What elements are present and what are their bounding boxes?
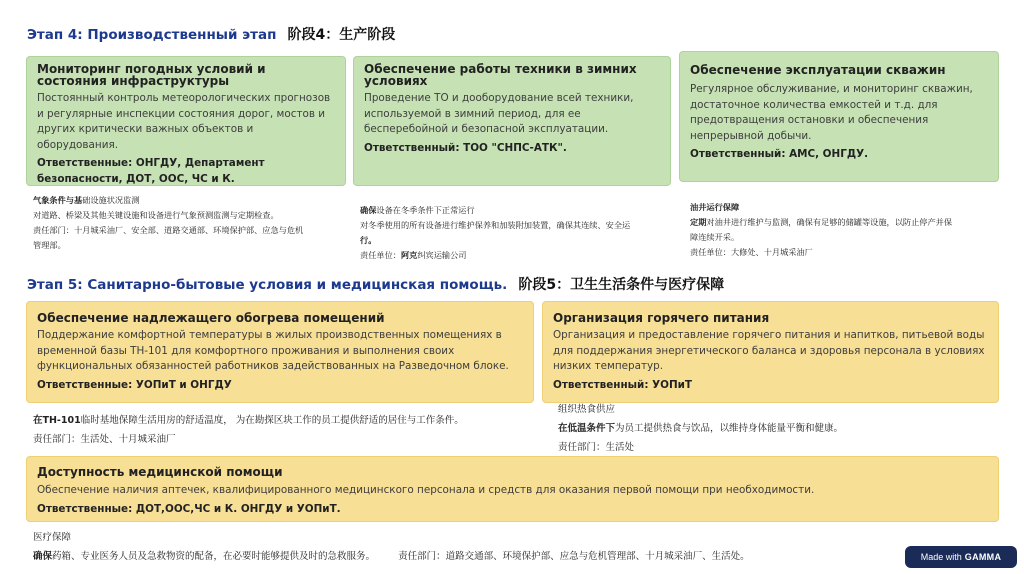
stage4-note-weather	[33, 193, 303, 253]
badge-prefix: Made with	[920, 552, 962, 562]
note-lead: 气象条件与基	[33, 195, 83, 205]
card-responsible: Ответственные: ОНГДУ, Департамент безопасности, ДОТ, ООС, ЧС и К.	[37, 157, 265, 185]
stage4-title-cn: 阶段4：生产阶段	[287, 27, 396, 43]
note-responsible-label: 责任单位：	[360, 250, 401, 260]
note-title: 础设施状况监测	[82, 195, 140, 205]
note-text: 临时基地保障生活用房的舒适温度， 为在勘探区块工作的员工提供舒适的居住与工作条件。	[80, 415, 464, 426]
card-body: Проведение ТО и дооборудование всей техники, используемой в зимний период, для ее бесперебойной и безопасной эксплуатации.	[364, 92, 634, 135]
stage5-title: Этап 5: Санитарно-бытовые условия и медицинская помощь.	[27, 277, 508, 293]
note-responsible-bold: 阿克	[400, 250, 418, 260]
card-heading: Доступность медицинской помощи	[37, 465, 283, 479]
note-lead: 定期	[690, 217, 707, 227]
note-responsible-rest: 纠宾运输公司	[417, 250, 467, 260]
card-heating	[26, 301, 534, 403]
card-body: Обеспечение наличия аптечек, квалифицированного медицинского персонала и средств для оказания первой помощи при необходимости.	[37, 484, 815, 496]
note-responsible: 责任部门：生活处、十月城采油厂	[33, 434, 176, 445]
card-heading: Обеспечение надлежащего обогрева помещений	[37, 311, 385, 325]
note-text: 对冬季使用的所有设备进行维护保养和加装附加装置，确保其连续、安全运	[360, 220, 631, 230]
stage4-title: Этап 4: Производственный этап	[27, 27, 277, 43]
card-responsible: Ответственные: УОПиТ и ОНГДУ	[37, 378, 232, 391]
note-text: 为员工提供热食与饮品，以维持身体能量平衡和健康。	[615, 423, 844, 434]
stage5-title-cn: 阶段5：卫生生活条件与医疗保障	[518, 277, 725, 293]
stage5-note-meals	[558, 400, 843, 457]
note-lead: 确保	[360, 205, 377, 215]
card-heading: Мониторинг погодных условий и состояния инфраструктуры	[37, 62, 266, 88]
note-text: 药箱、专业医务人员及急救物资的配备，在必要时能够提供及时的急救服务。	[52, 551, 376, 562]
card-well-operation	[679, 51, 999, 182]
note-title: 组织热食供应	[558, 404, 616, 415]
card-heading: Организация горячего питания	[553, 311, 770, 325]
note-responsible: 责任单位：大修处、十月城采油厂	[690, 247, 813, 257]
stage5-note-medical	[33, 528, 750, 566]
note-lead: 确保	[33, 551, 53, 562]
badge-brand: GAMMA	[964, 552, 1002, 562]
card-heading: Обеспечение работы техники в зимних условиях	[364, 62, 637, 88]
card-hot-meals	[542, 301, 999, 403]
stage4-header	[27, 24, 395, 44]
note-text-cont: 行。	[360, 235, 377, 245]
stage4-note-wells	[690, 200, 952, 260]
card-body: Поддержание комфортной температуры в жилых производственных помещениях в временной базы ТН-101 для комфортного проживания и выполнения своих функциональных обязанностей работников задействованных на Разведочном блоке.	[37, 329, 509, 372]
note-text-cont: 障连续开采。	[690, 232, 740, 242]
card-weather-monitoring	[26, 56, 346, 186]
note-title: 医疗保障	[33, 532, 72, 543]
note-text: 对油井进行维护与监测，确保有足够的储罐等设施，以防止停产并保	[706, 217, 953, 227]
card-responsible: Ответственный: УОПиТ	[553, 378, 693, 391]
card-body: Регулярное обслуживание, и мониторинг скважин, достаточное количества емкостей и т.д. для предотвращения остановки и обеспечения непрерывной добычи.	[690, 83, 973, 142]
note-text: 对道路、桥梁及其他关键设施和设备进行气象预测监测与定期检查。	[33, 210, 279, 220]
card-responsible: Ответственный: ТОО "СНПС-АТК".	[364, 141, 567, 154]
note-responsible: 责任部门：道路交通部、环境保护部、应急与危机管理部、十月城采油厂、生活处。	[398, 551, 750, 562]
stage5-header	[27, 274, 724, 294]
card-body: Организация и предоставление горячего питания и напитков, питьевой воды для поддержания энергетического баланса и здоровья персонала в условиях низких температур.	[553, 329, 985, 372]
note-lead: 在低温条件下	[558, 423, 616, 434]
card-responsible: Ответственный: АМС, ОНГДУ.	[690, 148, 869, 160]
card-heading: Обеспечение эксплуатации скважин	[690, 63, 946, 77]
card-winter-equipment	[353, 56, 671, 186]
note-responsible: 责任部门：生活处	[558, 442, 635, 453]
note-responsible-cont: 管理部。	[33, 240, 66, 250]
note-title: 设备在冬季条件下正常运行	[376, 205, 475, 215]
made-with-badge[interactable]	[905, 546, 1017, 568]
card-medical	[26, 456, 999, 522]
stage4-note-equipment	[360, 203, 630, 263]
card-body: Постоянный контроль метеорологических прогнозов и регулярные инспекции состояния дорог, мостов и других критически важных объектов и оборудования.	[37, 92, 331, 151]
note-responsible: 责任部门：十月城采油厂、安全部、道路交通部、环境保护部、应急与危机	[33, 225, 304, 235]
card-responsible: Ответственные: ДОТ,ООС,ЧС и К. ОНГДУ и УОПиТ.	[37, 502, 341, 515]
note-title: 油井运行保障	[690, 202, 740, 212]
note-lead: 在TH-101	[33, 415, 81, 426]
stage5-note-heating	[33, 411, 464, 449]
